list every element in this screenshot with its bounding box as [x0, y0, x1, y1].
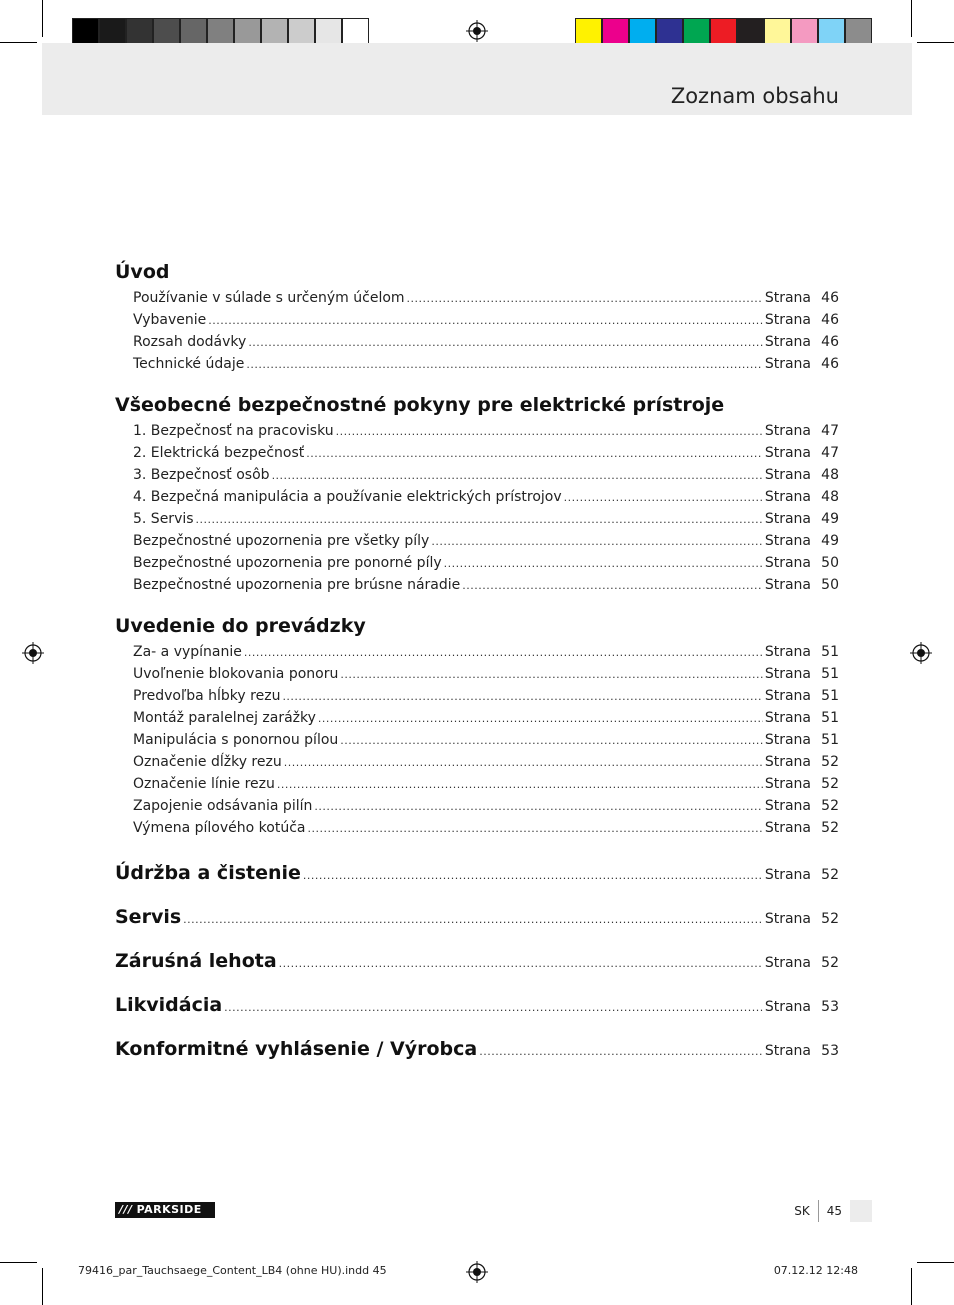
toc-entry-label: 3. Bezpečnosť osôb [133, 467, 270, 483]
page-number-ref: 51 [821, 666, 839, 682]
dot-leader [277, 773, 763, 796]
strana-label: Strana [764, 867, 811, 883]
strana-label: Strana [764, 533, 811, 549]
toc-section [115, 257, 839, 387]
strana-label: Strana [764, 423, 811, 439]
crop-mark [911, 1268, 912, 1305]
dot-leader [564, 486, 763, 509]
toc-entry-label: Servis [115, 906, 182, 928]
brand-name: PARKSIDE [136, 1203, 202, 1216]
page-number-ref: 51 [821, 688, 839, 704]
dot-leader [306, 442, 763, 465]
color-swatch [575, 18, 602, 45]
page-number-ref: 49 [821, 511, 839, 527]
toc-entry-label: 5. Servis [133, 511, 194, 527]
page-number-ref: 46 [821, 312, 839, 328]
page-number-ref: 48 [821, 489, 839, 505]
brand-slashes: /// [119, 1203, 133, 1216]
dot-leader [303, 853, 763, 898]
strana-label: Strana [764, 710, 811, 726]
toc-entry-label: Za- a vypínanie [133, 644, 242, 660]
color-swatch [602, 18, 629, 45]
page-reference [765, 817, 839, 839]
dot-leader [279, 941, 763, 986]
dot-leader [336, 420, 763, 443]
toc-entry[interactable] [115, 983, 839, 1027]
page-number-box [850, 1200, 872, 1222]
color-swatch [315, 18, 342, 45]
brand-logo [115, 1202, 215, 1218]
toc-entry-label: Montáž paralelnej zarážky [133, 710, 316, 726]
page-number-ref: 51 [821, 710, 839, 726]
page-reference [765, 729, 839, 751]
page-reference [765, 287, 839, 309]
dot-leader [224, 985, 763, 1030]
crop-mark [42, 1268, 43, 1305]
dot-leader [246, 353, 762, 376]
strana-label: Strana [764, 798, 811, 814]
page-reference [765, 420, 839, 442]
color-swatch [261, 18, 288, 45]
strana-label: Strana [764, 489, 811, 505]
section-spacer [115, 375, 839, 387]
page-number-ref: 51 [821, 732, 839, 748]
color-swatch [342, 18, 369, 45]
page-number-ref: 48 [821, 467, 839, 483]
toc-entry[interactable] [115, 817, 839, 839]
toc-entry[interactable] [115, 707, 839, 729]
toc-entry-label: Bezpečnostné upozornenia pre ponorné píly [133, 555, 442, 571]
page-title: Zoznam obsahu [670, 84, 839, 108]
toc-entry-label: Likvidácia [115, 994, 223, 1016]
color-swatch [180, 18, 207, 45]
toc-entry[interactable] [115, 729, 839, 751]
dot-leader [272, 464, 763, 487]
toc-entry-label: Manipulácia s ponornou pílou [133, 732, 339, 748]
process-color-bar [575, 18, 872, 46]
toc-entry[interactable] [115, 530, 839, 552]
dot-leader [284, 751, 763, 774]
toc-entry-label: Výmena pílového kotúča [133, 820, 306, 836]
page-reference [765, 486, 839, 508]
strana-label: Strana [764, 511, 811, 527]
page-number-ref: 52 [821, 911, 839, 927]
page-number-ref: 52 [821, 798, 839, 814]
strana-label: Strana [764, 577, 811, 593]
toc-entry[interactable] [115, 1027, 839, 1071]
color-swatch [818, 18, 845, 45]
strana-label: Strana [764, 555, 811, 571]
toc-entry[interactable] [115, 663, 839, 685]
strana-label: Strana [764, 312, 811, 328]
page-number-ref: 52 [821, 754, 839, 770]
strana-label: Strana [764, 955, 811, 971]
dot-leader [307, 817, 762, 840]
page-reference [765, 897, 839, 941]
toc-entry[interactable] [115, 574, 839, 596]
page-number-ref: 47 [821, 423, 839, 439]
strana-label: Strana [764, 1043, 811, 1059]
color-swatch [207, 18, 234, 45]
page-number-ref: 50 [821, 577, 839, 593]
strana-label: Strana [764, 999, 811, 1015]
page-reference [765, 941, 839, 985]
crop-mark [917, 1262, 954, 1263]
strana-label: Strana [764, 754, 811, 770]
crop-mark [917, 42, 954, 43]
toc-entry[interactable] [115, 685, 839, 707]
registration-mark-icon [466, 1261, 488, 1283]
page-reference [765, 508, 839, 530]
page-reference [765, 707, 839, 729]
page-number-ref: 51 [821, 644, 839, 660]
toc-entry[interactable] [115, 287, 839, 309]
page-reference [765, 331, 839, 353]
page-number-ref: 53 [821, 1043, 839, 1059]
page-reference [765, 442, 839, 464]
toc-entry-label: 1. Bezpečnosť na pracovisku [133, 423, 334, 439]
toc-entry[interactable] [115, 508, 839, 530]
page-reference [765, 464, 839, 486]
strana-label: Strana [764, 688, 811, 704]
strana-label: Strana [764, 644, 811, 660]
toc-entry[interactable] [115, 331, 839, 353]
toc-entry[interactable] [115, 751, 839, 773]
slug-filename: 79416_par_Tauchsaege_Content_LB4 (ohne HU).indd 45 [78, 1264, 387, 1277]
toc-entry-label: Uvoľnenie blokovania ponoru [133, 666, 339, 682]
page-reference [765, 773, 839, 795]
dot-leader [462, 574, 763, 597]
strana-label: Strana [764, 290, 811, 306]
page-number-ref: 46 [821, 356, 839, 372]
toc-entry-label: Používanie v súlade s určeným účelom [133, 290, 405, 306]
color-swatch [99, 18, 126, 45]
toc-entry-label: Vybavenie [133, 312, 207, 328]
color-swatch [656, 18, 683, 45]
toc-entry-label: Označenie dĺžky rezu [133, 754, 282, 770]
slug-date: 07.12.12 12:48 [773, 1264, 858, 1277]
dot-leader [318, 707, 763, 730]
crop-mark [0, 42, 37, 43]
color-swatch [629, 18, 656, 45]
page-footer [794, 1200, 872, 1222]
page-reference [765, 751, 839, 773]
page-reference [765, 853, 839, 897]
page-reference [765, 795, 839, 817]
dot-leader [444, 552, 763, 575]
color-swatch [764, 18, 791, 45]
toc-entry-label: Technické údaje [133, 356, 245, 372]
strana-label: Strana [764, 776, 811, 792]
color-swatch [710, 18, 737, 45]
section-spacer [115, 839, 839, 851]
crop-mark [911, 0, 912, 37]
registration-mark-icon [910, 642, 932, 664]
dot-leader [183, 897, 763, 942]
toc-entry-label: Bezpečnostné upozornenia pre brúsne náradie [133, 577, 461, 593]
toc-entry[interactable] [115, 795, 839, 817]
dot-leader [431, 530, 763, 553]
page-reference [765, 641, 839, 663]
toc-entry[interactable] [115, 641, 839, 663]
page-reference [765, 552, 839, 574]
strana-label: Strana [764, 820, 811, 836]
toc-entry[interactable] [115, 353, 839, 375]
toc-entry-label: Údržba a čistenie [115, 862, 301, 884]
strana-label: Strana [764, 732, 811, 748]
strana-label: Strana [764, 467, 811, 483]
toc-entry[interactable] [115, 309, 839, 331]
toc-entry-label: Konformitné vyhlásenie / Výrobca [115, 1038, 478, 1060]
page-number-ref: 47 [821, 445, 839, 461]
dot-leader [407, 287, 763, 310]
color-swatch [234, 18, 261, 45]
page-number-ref: 52 [821, 820, 839, 836]
strana-label: Strana [764, 356, 811, 372]
gray-color-bar [72, 18, 369, 46]
dot-leader [340, 729, 763, 752]
dot-leader [208, 309, 763, 332]
toc-entry[interactable] [115, 442, 839, 464]
page-reference [765, 309, 839, 331]
dot-leader [282, 685, 762, 708]
strana-label: Strana [764, 666, 811, 682]
toc-entry[interactable] [115, 773, 839, 795]
page-number-ref: 52 [821, 776, 839, 792]
color-swatch [683, 18, 710, 45]
toc-entry[interactable] [115, 486, 839, 508]
page-number-ref: 46 [821, 290, 839, 306]
page-reference [765, 985, 839, 1029]
toc-entry-label: 2. Elektrická bezpečnosť [133, 445, 305, 461]
page-reference [765, 530, 839, 552]
dot-leader [244, 641, 763, 664]
toc-entry[interactable] [115, 851, 839, 895]
toc-entry[interactable] [115, 420, 839, 442]
page-number-ref: 52 [821, 867, 839, 883]
page-reference [765, 663, 839, 685]
toc-entry-label: Rozsah dodávky [133, 334, 247, 350]
color-swatch [153, 18, 180, 45]
page-reference [765, 685, 839, 707]
toc-entry-label: Záruśná lehota [115, 950, 277, 972]
section-heading[interactable]: Uvedenie do prevádzky [115, 615, 366, 637]
page-reference [765, 1029, 839, 1073]
page-number-ref: 50 [821, 555, 839, 571]
page-reference [765, 574, 839, 596]
toc-entry-label: Bezpečnostné upozornenia pre všetky píly [133, 533, 430, 549]
dot-leader [340, 663, 762, 686]
toc-section [115, 390, 839, 608]
toc-entry-label: Označenie línie rezu [133, 776, 275, 792]
color-swatch [791, 18, 818, 45]
toc-entry-label: 4. Bezpečná manipulácia a používanie elektrických prístrojov [133, 489, 562, 505]
table-of-contents [115, 254, 839, 1071]
strana-label: Strana [764, 334, 811, 350]
toc-entry[interactable] [115, 895, 839, 939]
dot-leader [196, 508, 763, 531]
dot-leader [248, 331, 763, 354]
toc-entry[interactable] [115, 464, 839, 486]
registration-mark-icon [466, 20, 488, 42]
color-swatch [288, 18, 315, 45]
strana-label: Strana [764, 445, 811, 461]
toc-entry-label: Predvoľba hĺbky rezu [133, 688, 281, 704]
page-number: 45 [826, 1204, 842, 1218]
section-spacer [115, 596, 839, 608]
strana-label: Strana [764, 911, 811, 927]
dot-leader [314, 795, 762, 818]
toc-entry[interactable] [115, 552, 839, 574]
color-swatch [737, 18, 764, 45]
registration-mark-icon [22, 642, 44, 664]
page-number-ref: 52 [821, 955, 839, 971]
section-heading[interactable]: Úvod [115, 261, 170, 283]
color-swatch [126, 18, 153, 45]
dot-leader [479, 1029, 763, 1074]
page-number-ref: 49 [821, 533, 839, 549]
section-heading[interactable]: Všeobecné bezpečnostné pokyny pre elektrické prístroje [115, 394, 725, 416]
page-reference [765, 353, 839, 375]
page-number-ref: 53 [821, 999, 839, 1015]
crop-mark [42, 0, 43, 37]
toc-entry[interactable] [115, 939, 839, 983]
color-swatch [845, 18, 872, 45]
toc-entry-label: Zapojenie odsávania pilín [133, 798, 313, 814]
crop-mark [0, 1262, 37, 1263]
color-swatch [72, 18, 99, 45]
language-code: SK [794, 1200, 819, 1222]
toc-section [115, 611, 839, 851]
page-number-ref: 46 [821, 334, 839, 350]
